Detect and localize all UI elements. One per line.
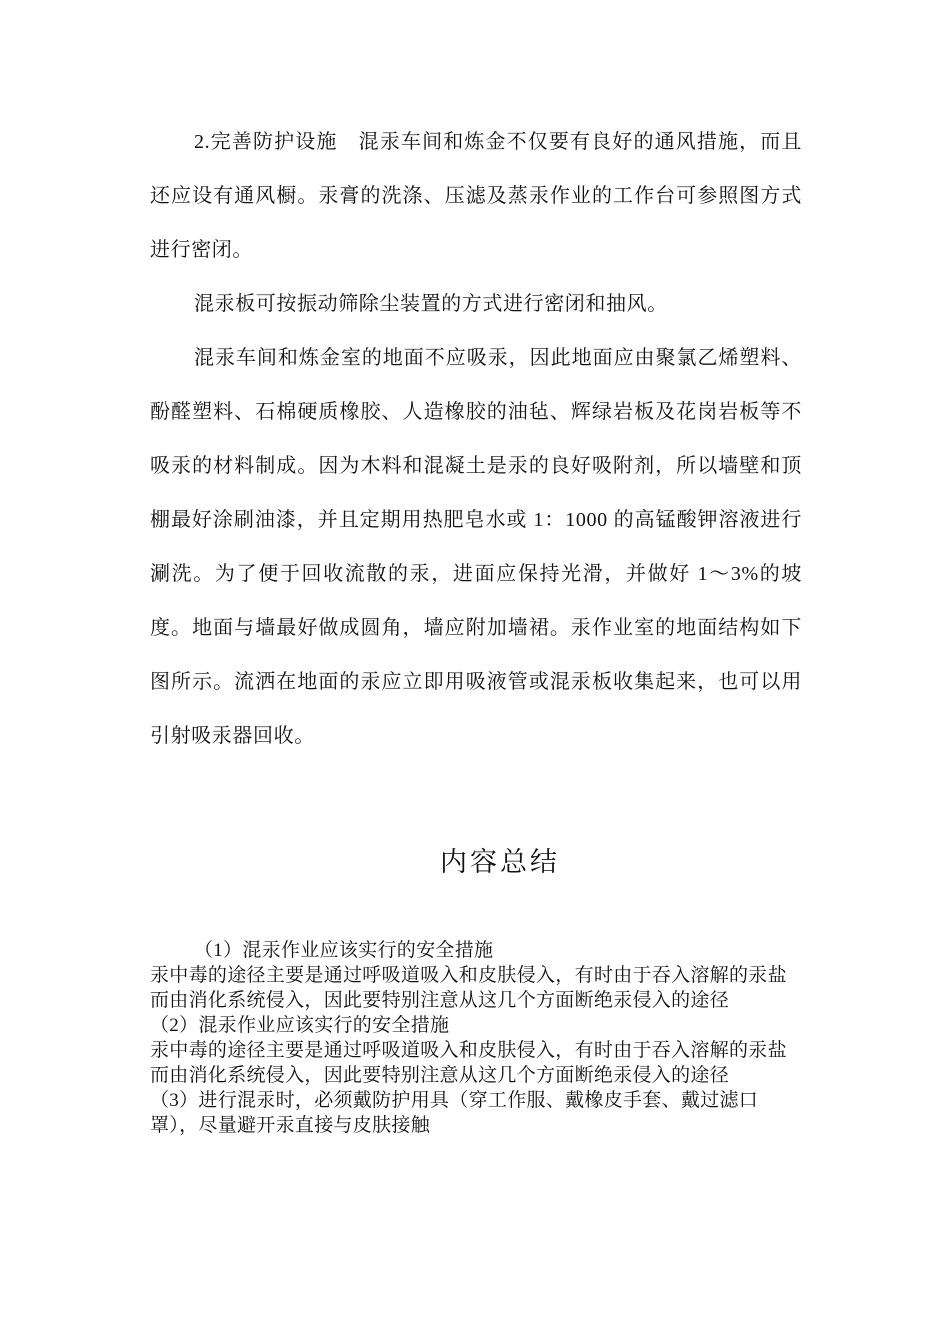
summary-heading-1: （1）混汞作业应该实行的安全措施 [194, 940, 494, 961]
paragraph-amalgamation-plate: 混汞板可按振动筛除尘装置的方式进行密闭和抽风。 [194, 293, 668, 315]
summary-text-2: 汞中毒的途径主要是通过呼吸道吸入和皮肤侵入，有时由于吞入溶解的汞盐而由消化系统侵入，因此要特别注意从这几个方面断绝汞侵入的途径 [150, 1040, 787, 1086]
summary-heading-2: （2）混汞作业应该实行的安全措施 [150, 1015, 450, 1036]
summary-title: 内容总结 [440, 847, 560, 877]
summary-item-3: （3）进行混汞时，必须戴防护用具（穿工作服、戴橡皮手套、戴过滤口罩），尽量避开汞直接与皮肤接触 [150, 1090, 759, 1136]
summary-section [150, 938, 802, 1138]
summary-text-1: 汞中毒的途径主要是通过呼吸道吸入和皮肤侵入，有时由于吞入溶解的汞盐而由消化系统侵入，因此要特别注意从这几个方面断绝汞侵入的途径 [150, 965, 787, 1011]
paragraph-floor-requirements: 混汞车间和炼金室的地面不应吸汞，因此地面应由聚氯乙烯塑料、酚醛塑料、石棉硬质橡胶、人造橡胶的油毡、辉绿岩板及花岗岩板等不吸汞的材料制成。因为木料和混凝土是汞的良好吸附剂，所以墙壁和顶棚最好涂刷油漆，并且定期用热肥皂水或 1：1000 的高锰酸钾溶液进行涮洗。为了便于回收流散的汞，进面应保持光滑，并做好 1～3%的坡度。地面与墙最好做成圆角，墙应附加墙裙。汞作业室的地面结构如下图所示。流洒在地面的汞应立即用吸液管或混汞板收集起来，也可以用引射吸汞器回收。 [150, 347, 803, 747]
body-text [150, 115, 802, 763]
paragraph-protection-facilities: 2.完善防护设施 混汞车间和炼金不仅要有良好的通风措施，而且还应设有通风橱。汞膏的洗涤、压滤及蒸汞作业的工作台可参照图方式进行密闭。 [150, 131, 802, 261]
